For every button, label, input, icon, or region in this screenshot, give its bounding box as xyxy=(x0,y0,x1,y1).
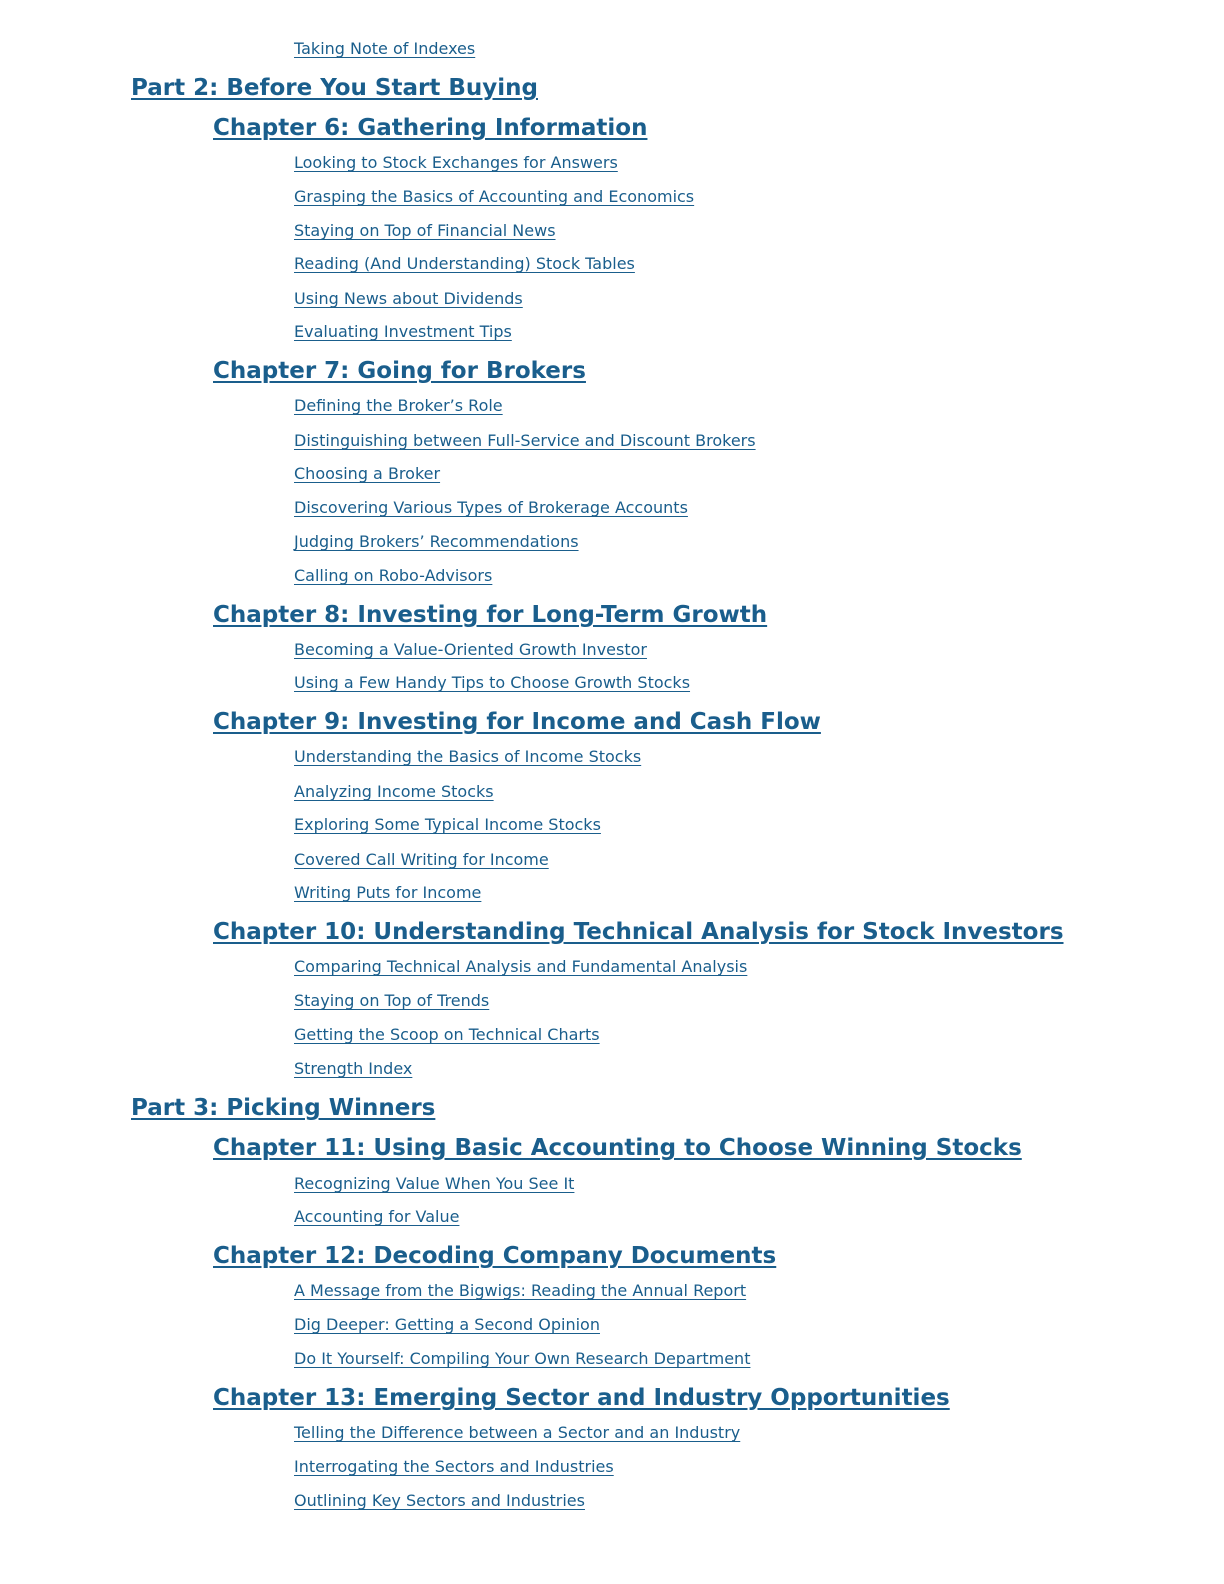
toc-section-link[interactable]: A Message from the Bigwigs: Reading the Annual Report xyxy=(294,1281,747,1300)
toc-section-row xyxy=(294,1457,614,1476)
toc-section-row xyxy=(294,566,492,585)
toc-chapter-row xyxy=(213,358,586,384)
toc-section-link[interactable]: Writing Puts for Income xyxy=(294,883,482,902)
toc-chapter-row xyxy=(213,1385,950,1411)
toc-chapter-12-link[interactable]: Chapter 12: Decoding Company Documents xyxy=(213,1243,777,1269)
toc-section-link[interactable]: Telling the Difference between a Sector and an Industry xyxy=(294,1423,741,1442)
toc-section-row xyxy=(294,1174,574,1193)
toc-section-row xyxy=(294,153,618,172)
toc-chapter-11-link[interactable]: Chapter 11: Using Basic Accounting to Choose Winning Stocks xyxy=(213,1135,1022,1161)
toc-section-row xyxy=(294,221,556,240)
toc-section-row xyxy=(294,815,601,834)
toc-section-link[interactable]: Choosing a Broker xyxy=(294,464,441,483)
toc-section-link[interactable]: Using News about Dividends xyxy=(294,289,523,308)
toc-section-row xyxy=(294,396,503,415)
toc-section-row xyxy=(294,640,647,659)
toc-chapter-row xyxy=(213,1135,1022,1161)
toc-section-link[interactable]: Comparing Technical Analysis and Fundamental Analysis xyxy=(294,957,748,976)
toc-section-link[interactable]: Dig Deeper: Getting a Second Opinion xyxy=(294,1315,600,1334)
toc-chapter-row xyxy=(213,919,1064,945)
toc-section-link[interactable]: Becoming a Value-Oriented Growth Investor xyxy=(294,640,647,659)
toc-section-row xyxy=(294,1281,746,1300)
toc-section-link[interactable]: Interrogating the Sectors and Industries xyxy=(294,1457,614,1476)
toc-section-link[interactable]: Grasping the Basics of Accounting and Economics xyxy=(294,187,695,206)
toc-chapter-row xyxy=(213,709,821,735)
toc-section-link[interactable]: Staying on Top of Trends xyxy=(294,991,490,1010)
toc-section-link[interactable]: Discovering Various Types of Brokerage Accounts xyxy=(294,498,688,517)
toc-section-row xyxy=(294,289,523,308)
toc-section-link[interactable]: Looking to Stock Exchanges for Answers xyxy=(294,153,618,172)
toc-section-link[interactable]: Do It Yourself: Compiling Your Own Research Department xyxy=(294,1349,751,1368)
toc-section-row xyxy=(294,850,549,869)
toc-chapter-6-link[interactable]: Chapter 6: Gathering Information xyxy=(213,115,648,141)
toc-section-link[interactable]: Taking Note of Indexes xyxy=(294,39,476,58)
toc-section-row xyxy=(294,464,440,483)
toc-section-link[interactable]: Accounting for Value xyxy=(294,1207,460,1226)
toc-part-row xyxy=(131,75,538,101)
toc-section-row xyxy=(294,747,641,766)
toc-section-link[interactable]: Covered Call Writing for Income xyxy=(294,850,549,869)
toc-section-link[interactable]: Staying on Top of Financial News xyxy=(294,221,556,240)
toc-section-link[interactable]: Reading (And Understanding) Stock Tables xyxy=(294,254,635,273)
toc-section-link[interactable]: Getting the Scoop on Technical Charts xyxy=(294,1025,600,1044)
toc-section-row xyxy=(294,1491,585,1510)
toc-section-row xyxy=(294,991,489,1010)
toc-section-link[interactable]: Evaluating Investment Tips xyxy=(294,322,512,341)
toc-part-2-link[interactable]: Part 2: Before You Start Buying xyxy=(131,75,538,101)
toc-section-link[interactable]: Calling on Robo-Advisors xyxy=(294,566,493,585)
toc-section-link[interactable]: Outlining Key Sectors and Industries xyxy=(294,1491,585,1510)
toc-section-row xyxy=(294,883,481,902)
toc-section-row xyxy=(294,322,512,341)
toc-section-row xyxy=(294,187,694,206)
toc-section-row xyxy=(294,39,475,58)
toc-section-link[interactable]: Analyzing Income Stocks xyxy=(294,782,494,801)
toc-section-row xyxy=(294,673,690,692)
toc-section-link[interactable]: Strength Index xyxy=(294,1059,413,1078)
toc-section-link[interactable]: Understanding the Basics of Income Stocks xyxy=(294,747,642,766)
toc-section-row xyxy=(294,957,747,976)
toc-chapter-row xyxy=(213,602,767,628)
toc-section-link[interactable]: Distinguishing between Full-Service and Discount Brokers xyxy=(294,431,756,450)
toc-section-row xyxy=(294,1207,459,1226)
toc-section-row xyxy=(294,498,688,517)
toc-chapter-13-link[interactable]: Chapter 13: Emerging Sector and Industry Opportunities xyxy=(213,1385,950,1411)
toc-section-row xyxy=(294,431,756,450)
toc-section-link[interactable]: Using a Few Handy Tips to Choose Growth Stocks xyxy=(294,673,691,692)
toc-section-row xyxy=(294,1349,750,1368)
toc-section-row xyxy=(294,1025,600,1044)
toc-chapter-7-link[interactable]: Chapter 7: Going for Brokers xyxy=(213,358,586,384)
toc-section-link[interactable]: Recognizing Value When You See It xyxy=(294,1174,575,1193)
toc-part-3-link[interactable]: Part 3: Picking Winners xyxy=(131,1095,436,1121)
toc-section-link[interactable]: Defining the Broker’s Role xyxy=(294,396,503,415)
toc-section-row xyxy=(294,1423,740,1442)
toc-chapter-8-link[interactable]: Chapter 8: Investing for Long-Term Growth xyxy=(213,602,768,628)
toc-part-row xyxy=(131,1095,435,1121)
toc-section-row xyxy=(294,532,579,551)
toc-chapter-row xyxy=(213,115,647,141)
toc-section-row xyxy=(294,782,494,801)
toc-section-link[interactable]: Exploring Some Typical Income Stocks xyxy=(294,815,601,834)
toc-chapter-10-link[interactable]: Chapter 10: Understanding Technical Analysis for Stock Investors xyxy=(213,919,1064,945)
toc-section-row xyxy=(294,1315,600,1334)
toc-chapter-9-link[interactable]: Chapter 9: Investing for Income and Cash Flow xyxy=(213,709,821,735)
toc-section-row xyxy=(294,254,635,273)
toc-chapter-row xyxy=(213,1243,776,1269)
toc-section-row xyxy=(294,1059,412,1078)
toc-section-link[interactable]: Judging Brokers’ Recommendations xyxy=(294,532,579,551)
